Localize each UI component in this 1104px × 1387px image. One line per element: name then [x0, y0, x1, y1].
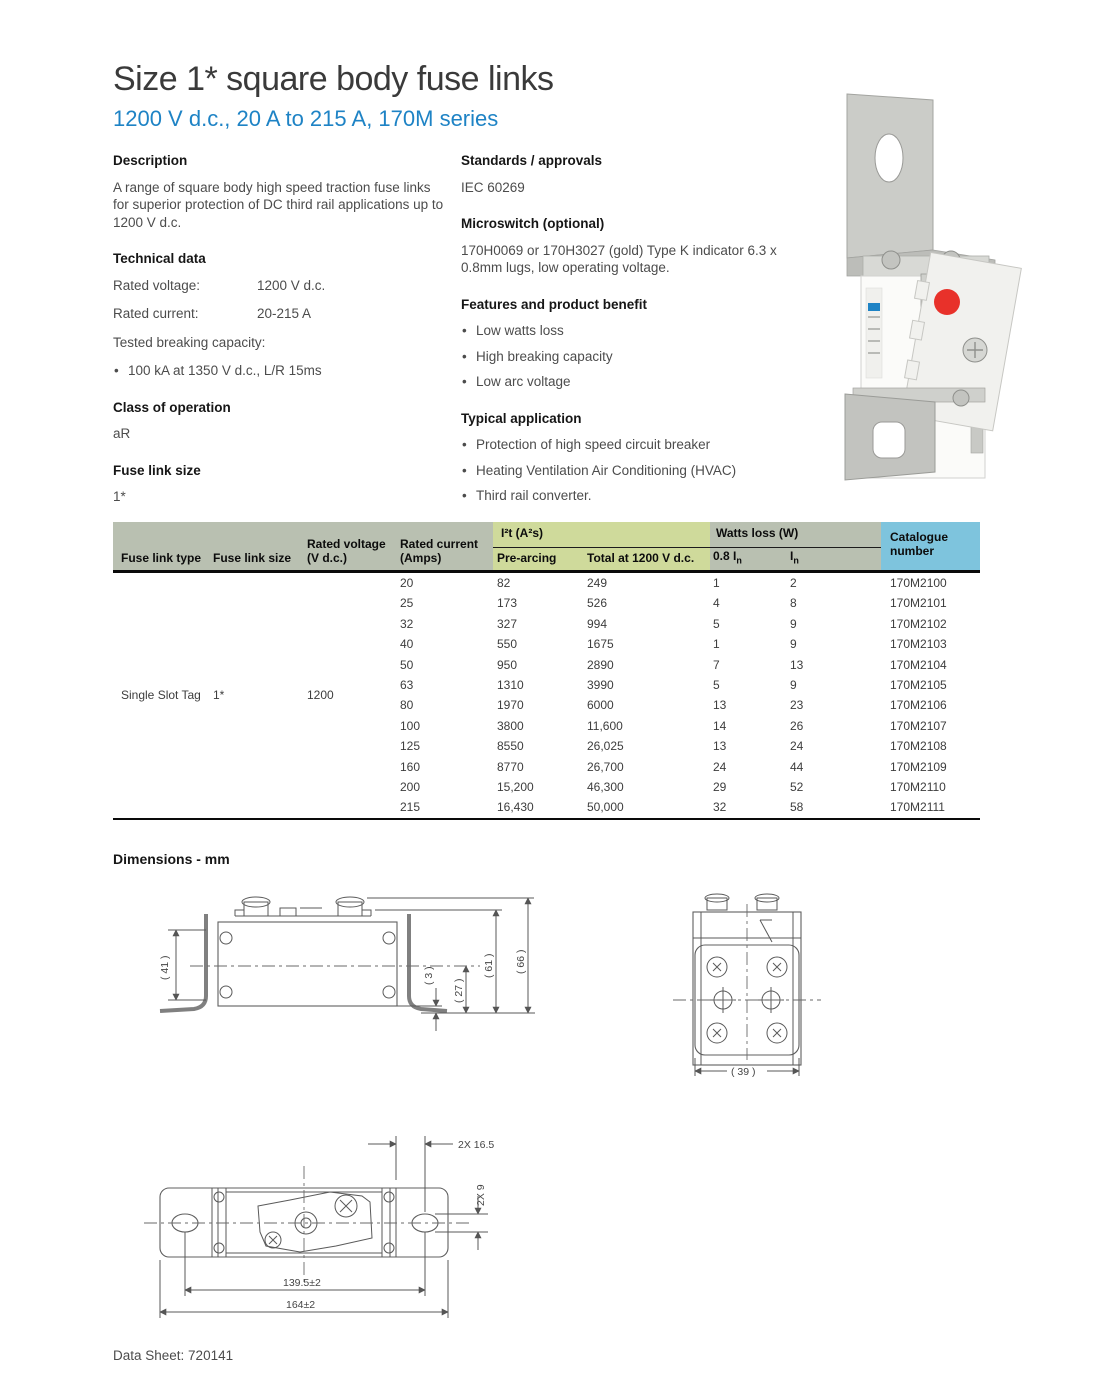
dimension-drawing-side-view	[140, 888, 560, 1068]
cell-watts-in: 58	[790, 800, 804, 815]
cell-rated-current: 200	[400, 779, 421, 794]
fuse-link-size-value: 1*	[113, 489, 126, 504]
cell-catalogue-number: 170M2102	[890, 616, 947, 631]
class-of-operation-heading: Class of operation	[113, 399, 231, 415]
breaking-capacity-label: Tested breaking capacity:	[113, 334, 266, 350]
right-column	[461, 152, 791, 513]
brand-mark	[868, 303, 880, 311]
cell-pre-arcing: 1310	[497, 677, 524, 692]
fuse-link-size-heading: Fuse link size	[113, 462, 201, 478]
dim-66: ( 66 )	[515, 949, 527, 974]
dim-27: ( 27 )	[453, 978, 465, 1003]
cell-pre-arcing: 15,200	[497, 779, 534, 794]
cell-catalogue-number: 170M2109	[890, 759, 947, 774]
cell-watts-08in: 13	[713, 739, 727, 754]
table-row	[400, 695, 980, 715]
dimension-drawing-top-view	[140, 1120, 540, 1350]
dim-3: ( 3 )	[423, 966, 435, 985]
cell-watts-08in: 1	[713, 576, 720, 590]
cell-rated-current: 32	[400, 616, 414, 631]
cell-watts-08in: 7	[713, 657, 720, 672]
dim-2x165: 2X 16.5	[458, 1139, 495, 1151]
table-row	[400, 736, 980, 756]
cell-watts-08in: 14	[713, 718, 727, 733]
cell-watts-in: 44	[790, 759, 804, 774]
technical-label: Rated current:	[113, 306, 199, 321]
cell-total-i2t: 46,300	[587, 779, 624, 794]
cell-catalogue-number: 170M2110	[890, 779, 946, 794]
cell-total-i2t: 26,025	[587, 739, 624, 754]
technical-data-rows	[113, 277, 448, 323]
col-header-pre-arcing: Pre-arcing	[497, 551, 557, 565]
microswitch-text: 170H0069 or 170H3027 (gold) Type K indicator 6.3 x 0.8mm lugs, low operating voltage.	[461, 242, 777, 275]
cell-total-i2t: 50,000	[587, 800, 624, 815]
cell-watts-in: 26	[790, 718, 804, 733]
bottom-bracket-hole	[873, 422, 905, 458]
standards-heading: Standards / approvals	[461, 153, 603, 168]
indicator-dot	[934, 289, 960, 315]
cell-rated-current: 25	[400, 596, 414, 611]
cell-total-i2t: 26,700	[587, 759, 624, 774]
span-cell-fuse-link-type: Single Slot Tag	[121, 688, 201, 703]
feature-item: • Low watts loss	[461, 322, 791, 340]
cell-catalogue-number: 170M2100	[890, 576, 947, 590]
description-heading: Description	[113, 153, 188, 168]
product-photo	[833, 88, 1008, 483]
table-row	[400, 797, 980, 817]
technical-row	[113, 277, 448, 295]
cell-watts-in: 9	[790, 616, 797, 631]
col-header-watts-08in: 0.8 $I_n$	[713, 548, 742, 565]
left-column	[113, 152, 448, 517]
cell-pre-arcing: 8770	[497, 759, 524, 774]
cell-rated-current: 80	[400, 698, 414, 713]
table-row	[400, 716, 980, 736]
group-header-i2t: I²t (A²s)	[501, 526, 543, 540]
breaking-capacity-list	[113, 362, 448, 380]
table-row	[400, 634, 980, 654]
cell-pre-arcing: 173	[497, 596, 518, 611]
cell-rated-current: 215	[400, 800, 421, 815]
table-row	[400, 777, 980, 797]
cell-watts-08in: 13	[713, 698, 727, 713]
cell-watts-08in: 24	[713, 759, 727, 774]
feature-item: • High breaking capacity	[461, 348, 791, 366]
table-row	[400, 757, 980, 777]
col-header-rated-current: Rated current (Amps)	[400, 537, 479, 565]
breaking-capacity-item: • 100 kA at 1350 V d.c., L/R 15ms	[113, 362, 448, 380]
cell-watts-in: 24	[790, 739, 804, 754]
standards-value: IEC 60269	[461, 179, 525, 195]
dim-164: 164±2	[286, 1299, 316, 1311]
span-cell-rated-voltage: 1200	[307, 688, 334, 703]
application-heading: Typical application	[461, 410, 582, 426]
cell-watts-in: 9	[790, 677, 797, 692]
cell-pre-arcing: 16,430	[497, 800, 534, 815]
cell-watts-08in: 32	[713, 800, 727, 815]
microswitch-heading: Microswitch (optional)	[461, 216, 605, 231]
dim-1395: 139.5±2	[283, 1277, 321, 1289]
technical-value: 1200 V d.c.	[257, 277, 326, 293]
cell-pre-arcing: 82	[497, 576, 511, 590]
application-item: • Heating Ventilation Air Conditioning (HVAC)	[461, 462, 791, 480]
cell-total-i2t: 994	[587, 616, 608, 631]
dim-61: ( 61 )	[483, 953, 495, 978]
cell-rated-current: 100	[400, 718, 421, 733]
datasheet-number: Data Sheet: 720141	[113, 1348, 234, 1363]
table-row	[400, 614, 980, 634]
table-rows	[400, 573, 980, 818]
cell-watts-in: 2	[790, 576, 797, 590]
cell-watts-08in: 29	[713, 779, 727, 794]
cell-catalogue-number: 170M2111	[890, 800, 945, 815]
dimension-drawing-front-view	[665, 890, 830, 1080]
cell-rated-current: 40	[400, 637, 414, 652]
application-item: • Third rail converter.	[461, 487, 791, 505]
cell-rated-current: 63	[400, 677, 414, 692]
cell-catalogue-number: 170M2101	[890, 596, 947, 611]
dim-41: ( 41 )	[159, 955, 171, 980]
cell-catalogue-number: 170M2107	[890, 718, 947, 733]
cell-watts-in: 23	[790, 698, 804, 713]
cell-pre-arcing: 950	[497, 657, 518, 672]
cell-pre-arcing: 550	[497, 637, 518, 652]
group-underline	[493, 547, 881, 548]
cell-catalogue-number: 170M2105	[890, 677, 947, 692]
table-row	[400, 593, 980, 613]
features-heading: Features and product benefit	[461, 296, 648, 312]
features-list	[461, 322, 791, 391]
description-text: A range of square body high speed traction fuse links for superior protection of DC third rail applications up to 1200 V d.c.	[113, 179, 444, 230]
technical-data-heading: Technical data	[113, 251, 206, 266]
application-list	[461, 436, 791, 505]
cell-catalogue-number: 170M2106	[890, 698, 947, 713]
cell-rated-current: 125	[400, 739, 421, 754]
cell-watts-08in: 5	[713, 616, 720, 631]
cell-watts-in: 13	[790, 657, 804, 672]
technical-value: 20-215 A	[257, 306, 312, 321]
table-row	[400, 675, 980, 695]
table-header	[113, 522, 980, 573]
col-header-fuse-link-size: Fuse link size	[213, 551, 292, 565]
cell-watts-in: 9	[790, 637, 797, 652]
col-header-catalogue: Catalogue number	[890, 530, 949, 558]
group-header-watts-loss: Watts loss (W)	[716, 526, 799, 540]
page-subtitle: 1200 V d.c., 20 A to 215 A, 170M series	[113, 106, 499, 131]
technical-row	[113, 305, 448, 323]
span-cell-fuse-link-size: 1*	[213, 688, 225, 703]
cell-pre-arcing: 8550	[497, 739, 524, 754]
cell-pre-arcing: 1970	[497, 698, 524, 713]
cell-total-i2t: 1675	[587, 637, 614, 652]
cell-catalogue-number: 170M2103	[890, 637, 947, 652]
technical-label: Rated voltage:	[113, 277, 201, 293]
class-of-operation-value: aR	[113, 426, 131, 441]
cell-watts-08in: 4	[713, 596, 720, 611]
cell-catalogue-number: 170M2104	[890, 657, 947, 672]
cell-total-i2t: 3990	[587, 677, 614, 692]
table-span-cells	[113, 573, 400, 818]
col-header-fuse-link-type: Fuse link type	[121, 551, 202, 565]
cell-pre-arcing: 327	[497, 616, 518, 631]
page-title: Size 1* square body fuse links	[113, 60, 554, 98]
col-header-watts-in: $I_n$	[790, 548, 799, 565]
cell-pre-arcing: 3800	[497, 718, 524, 733]
ratings-table	[113, 522, 980, 820]
dimensions-heading: Dimensions - mm	[113, 851, 230, 867]
cell-watts-08in: 1	[713, 637, 720, 652]
table-row	[400, 655, 980, 675]
cell-total-i2t: 526	[587, 596, 608, 611]
cell-watts-in: 8	[790, 596, 797, 611]
col-header-total: Total at 1200 V d.c.	[587, 551, 695, 565]
feature-item: • Low arc voltage	[461, 373, 791, 391]
cell-rated-current: 50	[400, 657, 414, 672]
table-row	[400, 573, 980, 593]
cell-total-i2t: 6000	[587, 698, 614, 713]
cell-total-i2t: 249	[587, 576, 608, 590]
col-header-rated-voltage: Rated voltage (V d.c.)	[307, 537, 386, 565]
cell-total-i2t: 2890	[587, 657, 614, 672]
cell-rated-current: 160	[400, 759, 421, 774]
cell-catalogue-number: 170M2108	[890, 739, 947, 754]
application-item: • Protection of high speed circuit breaker	[461, 436, 791, 454]
cell-watts-08in: 5	[713, 677, 720, 692]
dim-39: ( 39 )	[731, 1066, 756, 1078]
table-body	[113, 573, 980, 820]
cell-total-i2t: 11,600	[587, 718, 623, 733]
dim-2x9: 2X 9	[475, 1184, 487, 1206]
cell-rated-current: 20	[400, 576, 414, 590]
cell-watts-in: 52	[790, 779, 804, 794]
